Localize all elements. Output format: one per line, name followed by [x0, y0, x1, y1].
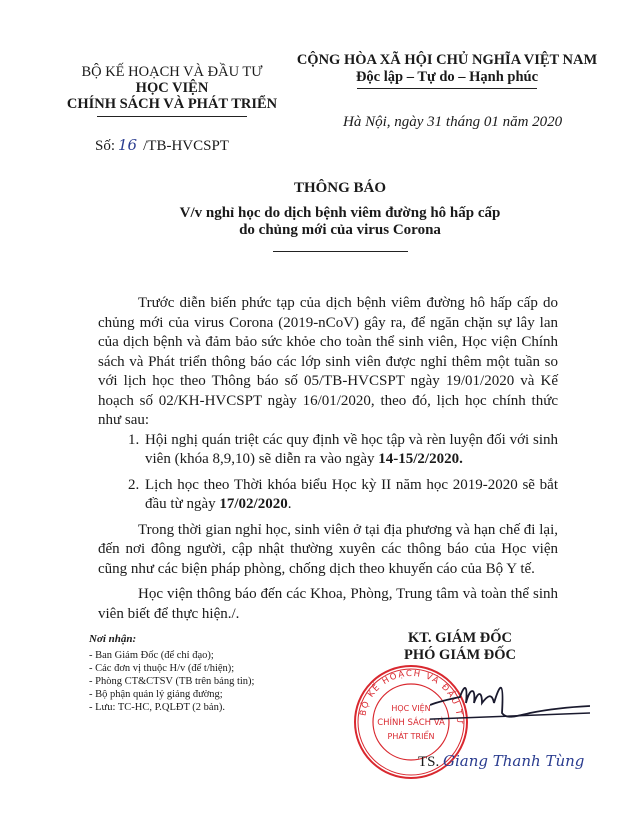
signer-fullname: Giang Thanh Tùng: [443, 752, 585, 770]
document-number: [95, 136, 229, 155]
list-item-date: 17/02/2020: [219, 496, 288, 512]
body-paragraph-3: Học viện thông báo đến các Khoa, Phòng, Trung tâm và toàn thể sinh viên biết để thực hiện./.: [98, 586, 558, 622]
list-item: [143, 476, 558, 515]
subject-line-1: V/v nghỉ học do dịch bệnh viêm đường hô hấp cấp: [179, 205, 501, 221]
signoff-line-1: KT. GIÁM ĐỐC: [407, 630, 513, 646]
list-item-text: Lịch học theo Thời khóa biểu Học kỳ II năm học 2019-2020 sẽ bắt đầu từ ngày: [145, 476, 558, 512]
list-item-date: 14-15/2/2020.: [378, 451, 463, 467]
subject-line-2: do chủng mới của virus Corona: [239, 222, 441, 238]
header-underline: [97, 116, 247, 117]
signer-name: [418, 752, 584, 771]
recipient-item: - Phòng CT&CTSV (TB trên bảng tin);: [89, 676, 255, 687]
doc-number-value: 16: [118, 136, 138, 154]
document-body: [98, 294, 558, 624]
institution-name-line2: CHÍNH SÁCH VÀ PHÁT TRIỂN: [66, 96, 278, 112]
nation-name: CỘNG HÒA XÃ HỘI CHỦ NGHĨA VIỆT NAM: [296, 52, 598, 68]
schedule-list: [98, 431, 558, 515]
document-title: [150, 180, 530, 252]
recipient-item: - Các đơn vị thuộc H/v (để t/hiện);: [89, 663, 235, 674]
list-item-tail: .: [287, 496, 292, 512]
signoff-line-2: PHÓ GIÁM ĐỐC: [404, 647, 516, 663]
svg-text:BỘ KẾ HOẠCH VÀ ĐẦU TƯ: BỘ KẾ HOẠCH VÀ ĐẦU TƯ: [358, 668, 465, 726]
svg-text:CHÍNH SÁCH VÀ: CHÍNH SÁCH VÀ: [377, 718, 445, 728]
recipient-item: - Lưu: TC-HC, P.QLĐT (2 bản).: [89, 702, 225, 713]
title-heading: THÔNG BÁO: [293, 180, 387, 196]
ministry-name: BỘ KẾ HOẠCH VÀ ĐẦU TƯ: [81, 64, 263, 80]
motto-underline: [357, 88, 537, 89]
svg-text:PHÁT TRIỂN: PHÁT TRIỂN: [387, 732, 435, 741]
recipient-item: - Ban Giám Đốc (để chỉ đạo);: [89, 650, 214, 661]
recipients-block: [89, 633, 254, 714]
svg-text:HỌC VIỆN: HỌC VIỆN: [391, 704, 431, 713]
body-paragraph-2: Trong thời gian nghỉ học, sinh viên ở tại địa phương và hạn chế đi lại, đến nơi đông người, cập nhật thường xuyên các thông báo của Học viện cũng như các biện pháp phòng, chống dịch theo khuyến cáo của Bộ Y tế.: [98, 521, 558, 577]
body-paragraph-1: Trước diễn biến phức tạp của dịch bệnh viêm đường hô hấp cấp do chủng mới của virus Corona (2019-nCoV) gây ra, để ngăn chặn sự lây lan của dịch bệnh và đảm bảo sức khỏe cho toàn thể sinh viên, Học viện Chính sách và Phát triển thông báo các lớp sinh viên được nghỉ thêm một tuần so với lịch học theo Thông báo số 05/TB-HVCSPT ngày 19/01/2020 và Kế hoạch số 02/KH-HVCSPT ngày 16/01/2020, theo đó, lịch học chính thức như sau:: [98, 295, 558, 428]
handwritten-signature-icon: [430, 673, 590, 743]
national-motto: Độc lập – Tự do – Hạnh phúc: [355, 69, 539, 85]
doc-number-suffix: /TB-HVCSPT: [143, 138, 229, 154]
institution-name-line1: HỌC VIỆN: [135, 80, 209, 96]
signoff-block: [380, 630, 540, 664]
national-header: [287, 52, 607, 89]
list-item: [143, 431, 558, 470]
dateline: Hà Nội, ngày 31 tháng 01 năm 2020: [343, 114, 563, 130]
recipients-label: Nơi nhận:: [89, 633, 137, 645]
doc-number-label: Số:: [95, 138, 116, 154]
signer-title: TS.: [418, 754, 440, 770]
list-item-text: Hội nghị quán triệt các quy định về học tập và rèn luyện đối với sinh viên (khóa 8,9,10) sẽ diễn ra vào ngày: [145, 431, 558, 467]
recipient-item: - Bộ phận quản lý giảng đường;: [89, 689, 223, 700]
title-underline: [273, 251, 408, 252]
issuer-header: [62, 64, 282, 117]
